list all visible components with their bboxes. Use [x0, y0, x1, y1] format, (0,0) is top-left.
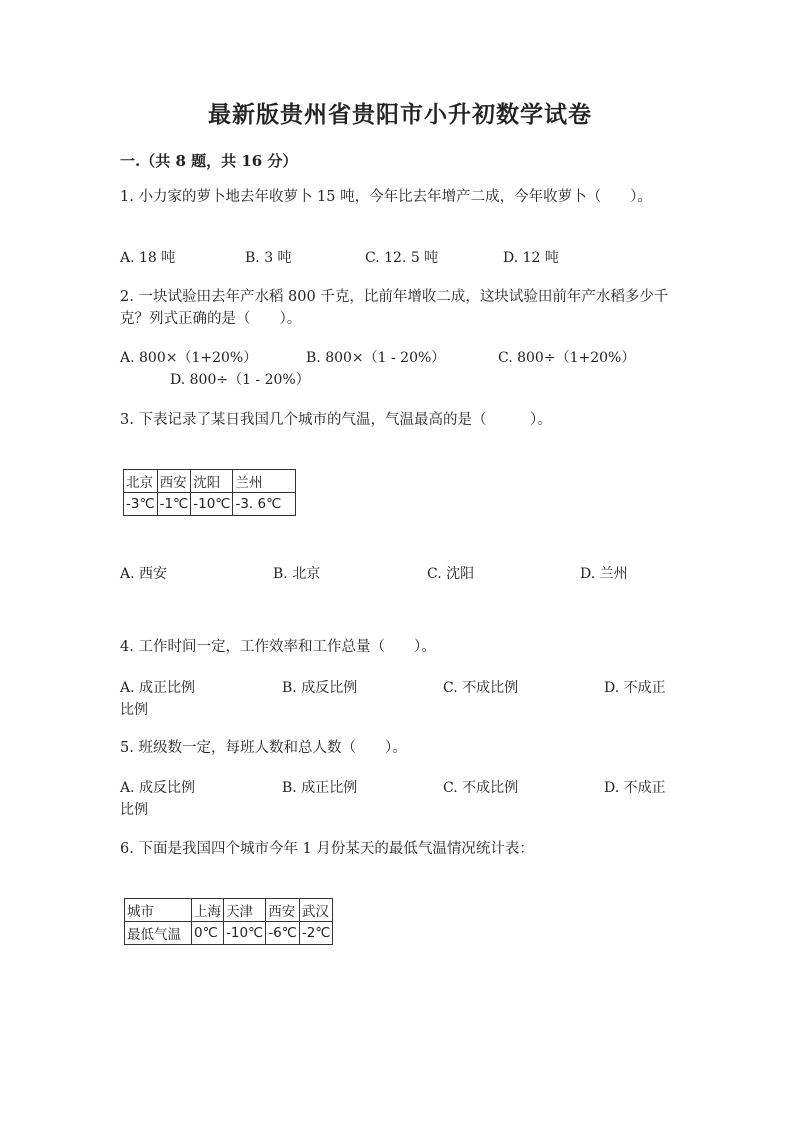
- q1-option-a[interactable]: A. 18 吨: [120, 250, 176, 266]
- table-row: [125, 899, 333, 922]
- question-5-text: 5. 班级数一定，每班人数和总人数（ ）。: [120, 740, 407, 756]
- q4-option-b[interactable]: B. 成反比例: [282, 680, 358, 696]
- question-5-options: [120, 777, 680, 799]
- q3-temperature-table: [123, 469, 296, 516]
- q5-option-c[interactable]: C. 不成比例: [443, 780, 519, 796]
- table-cell: 北京: [124, 470, 158, 493]
- table-cell: -3. 6℃: [233, 493, 296, 516]
- q2-option-d[interactable]: D. 800÷（1 - 20%）: [170, 372, 310, 388]
- question-1-text: 1. 小力家的萝卜地去年收萝卜 15 吨，今年比去年增产二成，今年收萝卜（ ）。: [120, 189, 652, 205]
- table-cell: -6℃: [266, 922, 300, 945]
- question-2-options: [120, 347, 680, 369]
- q3-option-b[interactable]: B. 北京: [273, 566, 321, 582]
- table-cell: 兰州: [233, 470, 296, 493]
- question-4-text: 4. 工作时间一定，工作效率和工作总量（ ）。: [120, 639, 436, 655]
- table-cell: 武汉: [299, 899, 333, 922]
- table-row: [124, 493, 296, 516]
- table-cell: 0℃: [192, 922, 224, 945]
- q3-option-d[interactable]: D. 兰州: [580, 566, 628, 582]
- q2-option-a[interactable]: A. 800×（1+20%）: [120, 350, 258, 366]
- table-cell: -1℃: [157, 493, 191, 516]
- q4-option-d[interactable]: D. 不成正: [604, 680, 666, 696]
- q5-option-b[interactable]: B. 成正比例: [282, 780, 358, 796]
- table-cell: 天津: [224, 899, 266, 922]
- table-row: [124, 470, 296, 493]
- question-4-options: [120, 677, 680, 699]
- table-cell: 西安: [266, 899, 300, 922]
- question-1-options: [120, 247, 680, 269]
- q3-option-c[interactable]: C. 沈阳: [427, 566, 475, 582]
- table-cell: -10℃: [224, 922, 266, 945]
- q5-option-d[interactable]: D. 不成正: [604, 780, 666, 796]
- table-cell: 西安: [157, 470, 191, 493]
- q4-option-a[interactable]: A. 成正比例: [120, 680, 196, 696]
- table-cell: -10℃: [191, 493, 233, 516]
- q3-option-a[interactable]: A. 西安: [120, 566, 168, 582]
- q6-temperature-table: [124, 898, 333, 945]
- q1-option-c[interactable]: C. 12. 5 吨: [365, 250, 439, 266]
- table-cell: 沈阳: [191, 470, 233, 493]
- q5-option-d-wrap: 比例: [120, 802, 148, 818]
- table-cell: 最低气温: [125, 922, 192, 945]
- q4-option-d-wrap: 比例: [120, 702, 148, 718]
- q5-option-a[interactable]: A. 成反比例: [120, 780, 196, 796]
- page-title: 最新版贵州省贵阳市小升初数学试卷: [208, 101, 592, 128]
- question-3-options: [120, 563, 680, 585]
- q1-option-b[interactable]: B. 3 吨: [245, 250, 292, 266]
- table-cell: -3℃: [124, 493, 158, 516]
- q4-option-c[interactable]: C. 不成比例: [443, 680, 519, 696]
- table-cell: 城市: [125, 899, 192, 922]
- q2-option-b[interactable]: B. 800×（1 - 20%）: [306, 350, 446, 366]
- section-heading: 一.（共 8 题，共 16 分）: [120, 152, 298, 170]
- table-cell: 上海: [192, 899, 224, 922]
- table-cell: -2℃: [299, 922, 333, 945]
- question-6-text: 6. 下面是我国四个城市今年 1 月份某天的最低气温情况统计表：: [120, 841, 534, 857]
- q1-option-d[interactable]: D. 12 吨: [503, 250, 559, 266]
- question-2-text: 2. 一块试验田去年产水稻 800 千克，比前年增收二成，这块试验田前年产水稻多少千克？列式正确的是（ ）。: [120, 289, 669, 327]
- table-row: [125, 922, 333, 945]
- q2-option-c[interactable]: C. 800÷（1+20%）: [498, 350, 636, 366]
- question-3-text: 3. 下表记录了某日我国几个城市的气温，气温最高的是（ ）。: [120, 412, 552, 428]
